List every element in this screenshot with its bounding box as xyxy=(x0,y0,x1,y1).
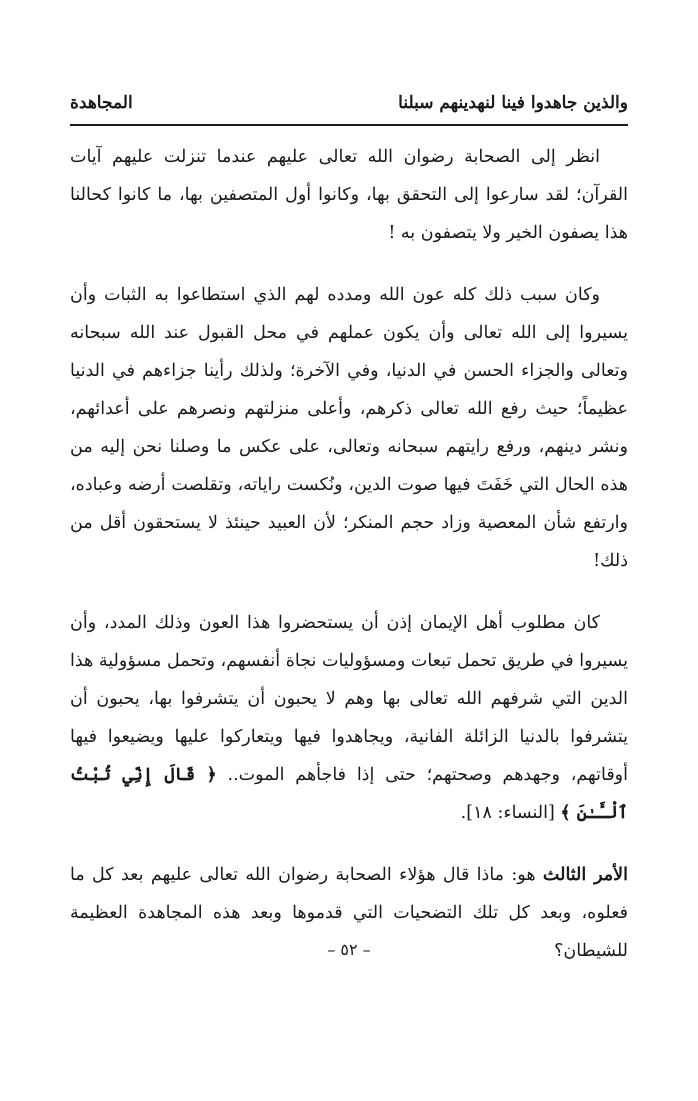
paragraph-4-text: هو: ماذا قال هؤلاء الصحابة رضوان الله تعالى عليهم بعد كل ما فعلوه، وبعد كل تلك التضحيات التي قدموها وبعد هذه المجاهدة العظيمة للشيطان؟ xyxy=(70,865,628,961)
header-chapter-title: المجاهدة xyxy=(70,93,133,113)
paragraph-2: وكان سبب ذلك كله عون الله ومدده لهم الذي استطاعوا به الثبات وأن يسيروا إلى الله تعالى وأن يكون عملهم في محل القبول عند الله سبحانه وتعالى والجزاء الحسن في الدنيا، وفي الآخرة؛ ولذلك رأينا جزاءهم في الدنيا عظيماً؛ حيث رفع الله تعالى ذكرهم، وأعلى منزلتهم ونصرهم على أعدائهم، ونشر دينهم، ورفع رايتهم سبحانه وتعالى، على عكس ما وصلنا نحن إليه من هذه الحال التي خَفَتَ فيها صوت الدين، ونُكست راياته، وتقلصت أرضه وعباده، وارتفع شأن المعصية وزاد حجم المنكر؛ لأن العبيد حينئذ لا يستحقون أقل من ذلك! xyxy=(70,285,628,571)
header-rule xyxy=(70,124,628,126)
quran-citation: [النساء: ١٨]. xyxy=(460,803,561,823)
paragraph-3 xyxy=(70,604,628,832)
section-lead: الأمر الثالث xyxy=(542,865,628,885)
running-header xyxy=(70,88,628,118)
header-book-title: والذين جاهدوا فينا لنهدينهم سبلنا xyxy=(398,93,628,113)
page-body xyxy=(70,138,628,994)
quran-quote: ﴿ قَالَ إِنِّي تُبْتُ ٱلْـَٔـٰنَ ﴾ xyxy=(70,765,628,823)
paragraph-1: انظر إلى الصحابة رضوان الله تعالى عليهم عندما تنزلت عليهم آيات القرآن؛ لقد سارعوا إلى التحقق بها، وكانوا أول المتصفين بها، ما كانوا كحالنا هذا يصفون الخير ولا يتصفون به ! xyxy=(70,147,628,243)
page-number: – ٥٢ – xyxy=(327,940,371,959)
paragraph-3-text: كان مطلوب أهل الإيمان إذن أن يستحضروا هذا العون وذلك المدد، وأن يسيروا في طريق تحمل تبعات ومسؤوليات نجاة أنفسهم، وتحمل مسؤولية هذا الدين التي شرفهم الله تعالى بها وهم لا يحبون أن يتشرفوا بها، يحبون أن يتشرفوا بالدنيا الزائلة الفانية، ويجاهدوا فيها ويتعاركوا عليها ويضيعوا فيها أوقاتهم، وجهدهم وصحتهم؛ حتى إذا فاجأهم الموت.. xyxy=(70,613,628,785)
